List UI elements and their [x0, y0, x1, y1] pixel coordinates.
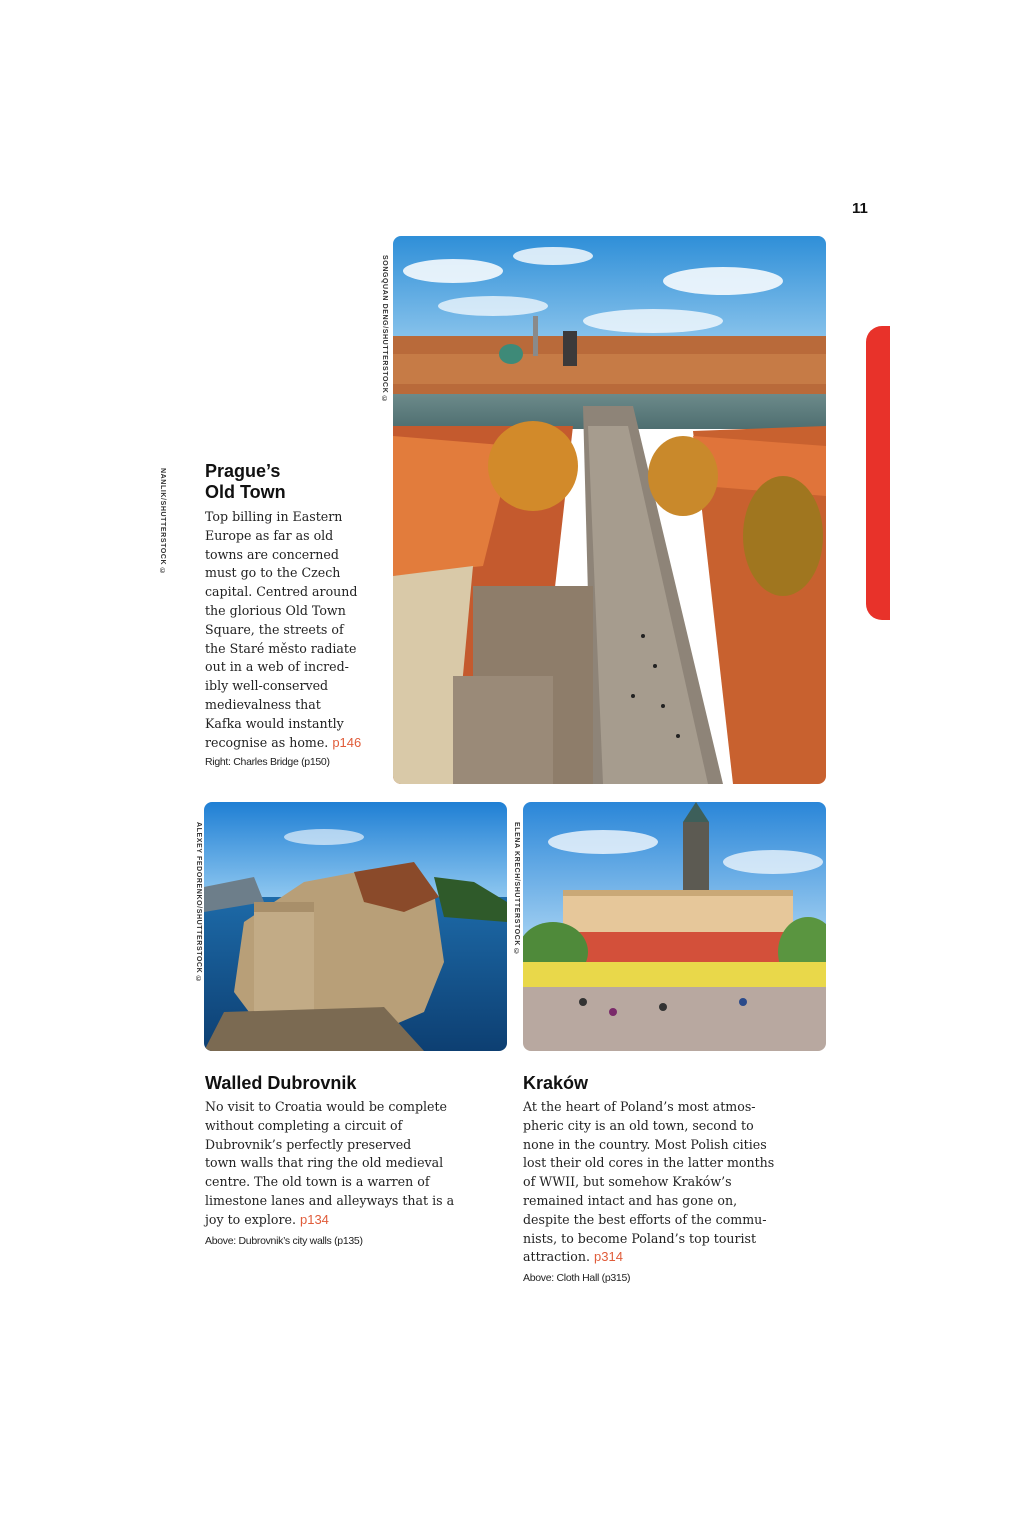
- krakow-title: Kraków: [523, 1073, 589, 1093]
- dubrovnik-caption: Above: Dubrovnik’s city walls (p135): [205, 1235, 363, 1247]
- dubrovnik-body-line: without completing a circuit of: [205, 1117, 403, 1133]
- krakow-body-line: lost their old cores in the latter months: [523, 1155, 775, 1171]
- dubrovnik-body-line: No visit to Croatia would be complete: [205, 1099, 448, 1114]
- dubrovnik-body: [205, 1098, 505, 1230]
- krakow-page-ref[interactable]: p314: [594, 1249, 623, 1265]
- dubrovnik-title: Walled Dubrovnik: [205, 1073, 357, 1093]
- dubrovnik-body-line: centre. The old town is a warren of: [205, 1174, 430, 1190]
- dubrovnik-body-line: limestone lanes and alleyways that is a: [205, 1192, 455, 1208]
- photo-credit-dubrovnik: ALEXEY FEDORENKO/SHUTTERSTOCK ©: [195, 822, 202, 984]
- page-number: 11: [852, 200, 868, 217]
- krakow-body-line: pheric city is an old town, second to: [523, 1117, 754, 1133]
- krakow-body: [523, 1098, 823, 1267]
- krakow-caption: Above: Cloth Hall (p315): [523, 1272, 631, 1284]
- prague-body-line: Europe as far as old: [205, 527, 334, 543]
- dubrovnik-body-line: town walls that ring the old medieval: [205, 1155, 444, 1171]
- prague-title-line2: Old Town: [205, 482, 286, 502]
- prague-body-line: ibly well-conserved: [205, 678, 329, 694]
- krakow-photo: [523, 802, 826, 1051]
- dubrovnik-page-ref[interactable]: p134: [299, 1211, 329, 1227]
- prague-body-line: medievalness that: [205, 696, 321, 712]
- krakow-body-line: of WWII, but somehow Kraków’s: [523, 1174, 732, 1190]
- prague-photo: [393, 236, 826, 784]
- photo-credit-left-strip: NANLIK/SHUTTERSTOCK ©: [159, 468, 166, 576]
- dubrovnik-body-line: Dubrovnik’s perfectly preserved: [205, 1136, 412, 1152]
- prague-body-line: capital. Centred around: [205, 584, 358, 600]
- prague-body-line: out in a web of incred-: [205, 659, 349, 675]
- prague-body-line: Kafka would instantly: [205, 715, 344, 731]
- krakow-body-line: remained intact and has gone on,: [523, 1192, 738, 1208]
- prague-caption: Right: Charles Bridge (p150): [205, 756, 330, 768]
- prague-body-line: Square, the streets of: [205, 621, 344, 637]
- dubrovnik-photo: [204, 802, 507, 1051]
- dubrovnik-body-line: joy to explore.: [205, 1211, 296, 1227]
- prague-page-ref[interactable]: p146: [332, 734, 362, 750]
- photo-credit-krakow: ELENA KRECH/SHUTTERSTOCK ©: [513, 822, 520, 957]
- chapter-tab: [866, 326, 890, 620]
- krakow-body-line: none in the country. Most Polish cities: [523, 1136, 767, 1152]
- prague-title: [205, 461, 286, 503]
- prague-body-line: must go to the Czech: [205, 565, 341, 581]
- krakow-body-line: At the heart of Poland’s most atmos-: [523, 1099, 756, 1114]
- prague-title-line1: Prague’s: [205, 461, 281, 481]
- prague-body-line: recognise as home.: [205, 734, 329, 750]
- prague-body: [205, 508, 395, 752]
- prague-body-line: towns are concerned: [205, 546, 339, 562]
- prague-body-line: the glorious Old Town: [205, 602, 346, 618]
- prague-body-line: Top billing in Eastern: [205, 509, 343, 524]
- krakow-body-line: nists, to become Poland’s top tourist: [523, 1230, 757, 1246]
- prague-body-line: the Staré město radiate: [205, 640, 357, 656]
- krakow-body-line: attraction.: [523, 1249, 590, 1265]
- krakow-body-line: despite the best efforts of the commu-: [523, 1211, 767, 1227]
- photo-credit-prague: SONGQUAN DENG/SHUTTERSTOCK ©: [381, 255, 388, 404]
